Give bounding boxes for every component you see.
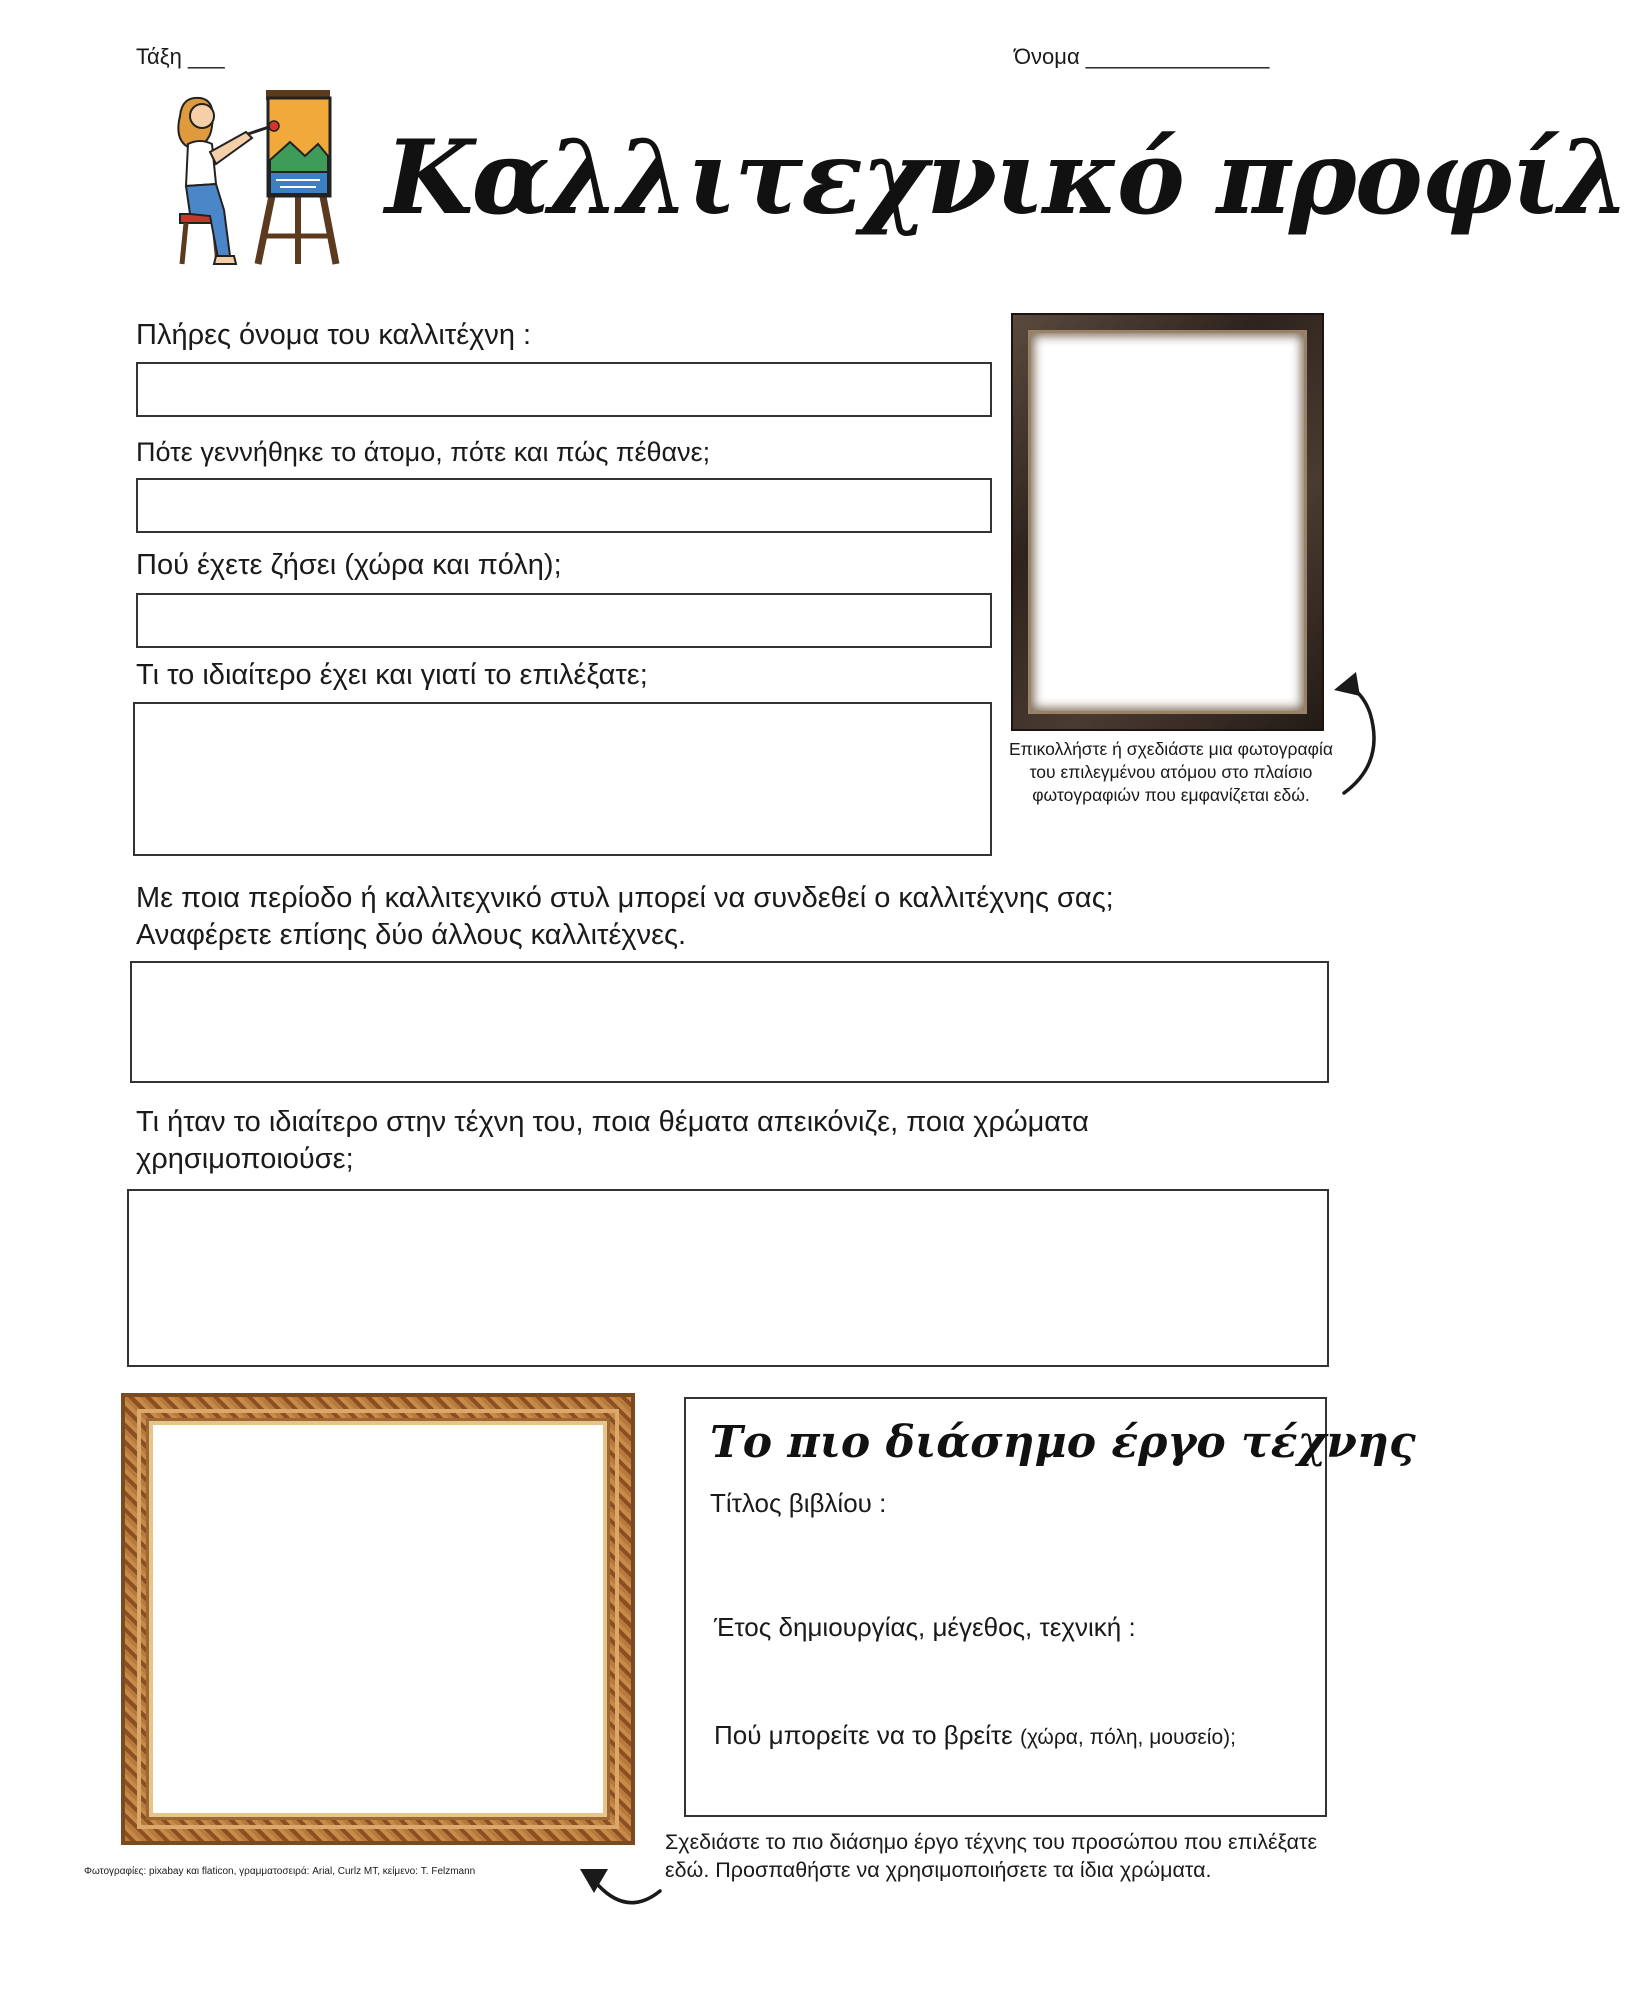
famous-work-box xyxy=(684,1397,1416,1817)
portrait-photo-frame[interactable] xyxy=(1011,313,1324,731)
photo-caption-line1: Επικολλήστε ή σχεδιάστε μια φωτογραφία xyxy=(1009,739,1333,759)
famous-work-title: Το πιο διάσημο έργο τέχνης xyxy=(710,1417,1416,1468)
credits-text: Φωτογραφίες: pixabay και flaticon, γραμματοσειρά: Arial, Curlz MT, κείμενο: T. Felzmann xyxy=(84,1866,476,1877)
special-field[interactable] xyxy=(133,702,992,856)
period-style-field[interactable] xyxy=(130,961,1329,1083)
class-label: Τάξη ___ xyxy=(136,44,225,69)
photo-caption-line2: του επιλεγμένου ατόμου στο πλαίσιο xyxy=(1029,762,1313,782)
photo-caption xyxy=(992,738,1350,807)
famous-work-book-title-label: Τίτλος βιβλίου : xyxy=(710,1488,887,1518)
question-special: Τι το ιδιαίτερο έχει και γιατί το επιλέξατε; xyxy=(136,659,648,691)
question-art-features-line2: χρησιμοποιούσε; xyxy=(136,1143,354,1175)
page-title: Καλλιτεχνικό προφίλ xyxy=(385,118,1628,238)
drawing-caption-line2: εδώ. Προσπαθήστε να χρησιμοποιήσετε τα ίδια χρώματα. xyxy=(665,1858,1212,1882)
question-residence: Πού έχετε ζήσει (χώρα και πόλη); xyxy=(136,549,562,581)
curved-arrow-icon xyxy=(568,1855,668,1915)
artist-painting-icon xyxy=(160,86,342,268)
famous-work-year-size-label: Έτος δημιουργίας, μέγεθος, τεχνική : xyxy=(714,1612,1136,1642)
question-artist-name: Πλήρες όνομα του καλλιτέχνη : xyxy=(136,319,532,351)
birth-death-field[interactable] xyxy=(136,478,992,533)
drawing-caption xyxy=(665,1828,1317,1884)
question-period-style-line1: Με ποια περίοδο ή καλλιτεχνικό στυλ μπορεί να συνδεθεί ο καλλιτέχνης σας; xyxy=(136,882,1114,914)
name-label: Όνομα _______________ xyxy=(1014,44,1270,69)
famous-work-location-hint: (χώρα, πόλη, μουσείο); xyxy=(1019,1726,1236,1749)
famous-work-location-label xyxy=(714,1720,1236,1751)
question-period-style xyxy=(136,880,1114,954)
drawing-caption-line1: Σχεδιάστε το πιο διάσημο έργο τέχνης του προσώπου που επιλέξατε xyxy=(665,1830,1318,1854)
art-features-field[interactable] xyxy=(127,1189,1329,1367)
artwork-drawing-frame[interactable] xyxy=(121,1393,635,1845)
artist-name-field[interactable] xyxy=(136,362,992,417)
residence-field[interactable] xyxy=(136,593,992,648)
famous-work-location-main: Πού μπορείτε να το βρείτε xyxy=(714,1720,1020,1750)
question-art-features-line1: Τι ήταν το ιδιαίτερο στην τέχνη του, ποια θέματα απεικόνιζε, ποια χρώματα xyxy=(136,1106,1089,1138)
photo-caption-line3: φωτογραφιών που εμφανίζεται εδώ. xyxy=(1032,785,1310,805)
question-birth-death: Πότε γεννήθηκε το άτομο, πότε και πώς πέθανε; xyxy=(136,437,711,467)
question-period-style-line2: Αναφέρετε επίσης δύο άλλους καλλιτέχνες. xyxy=(136,919,687,951)
question-art-features xyxy=(136,1104,1089,1178)
